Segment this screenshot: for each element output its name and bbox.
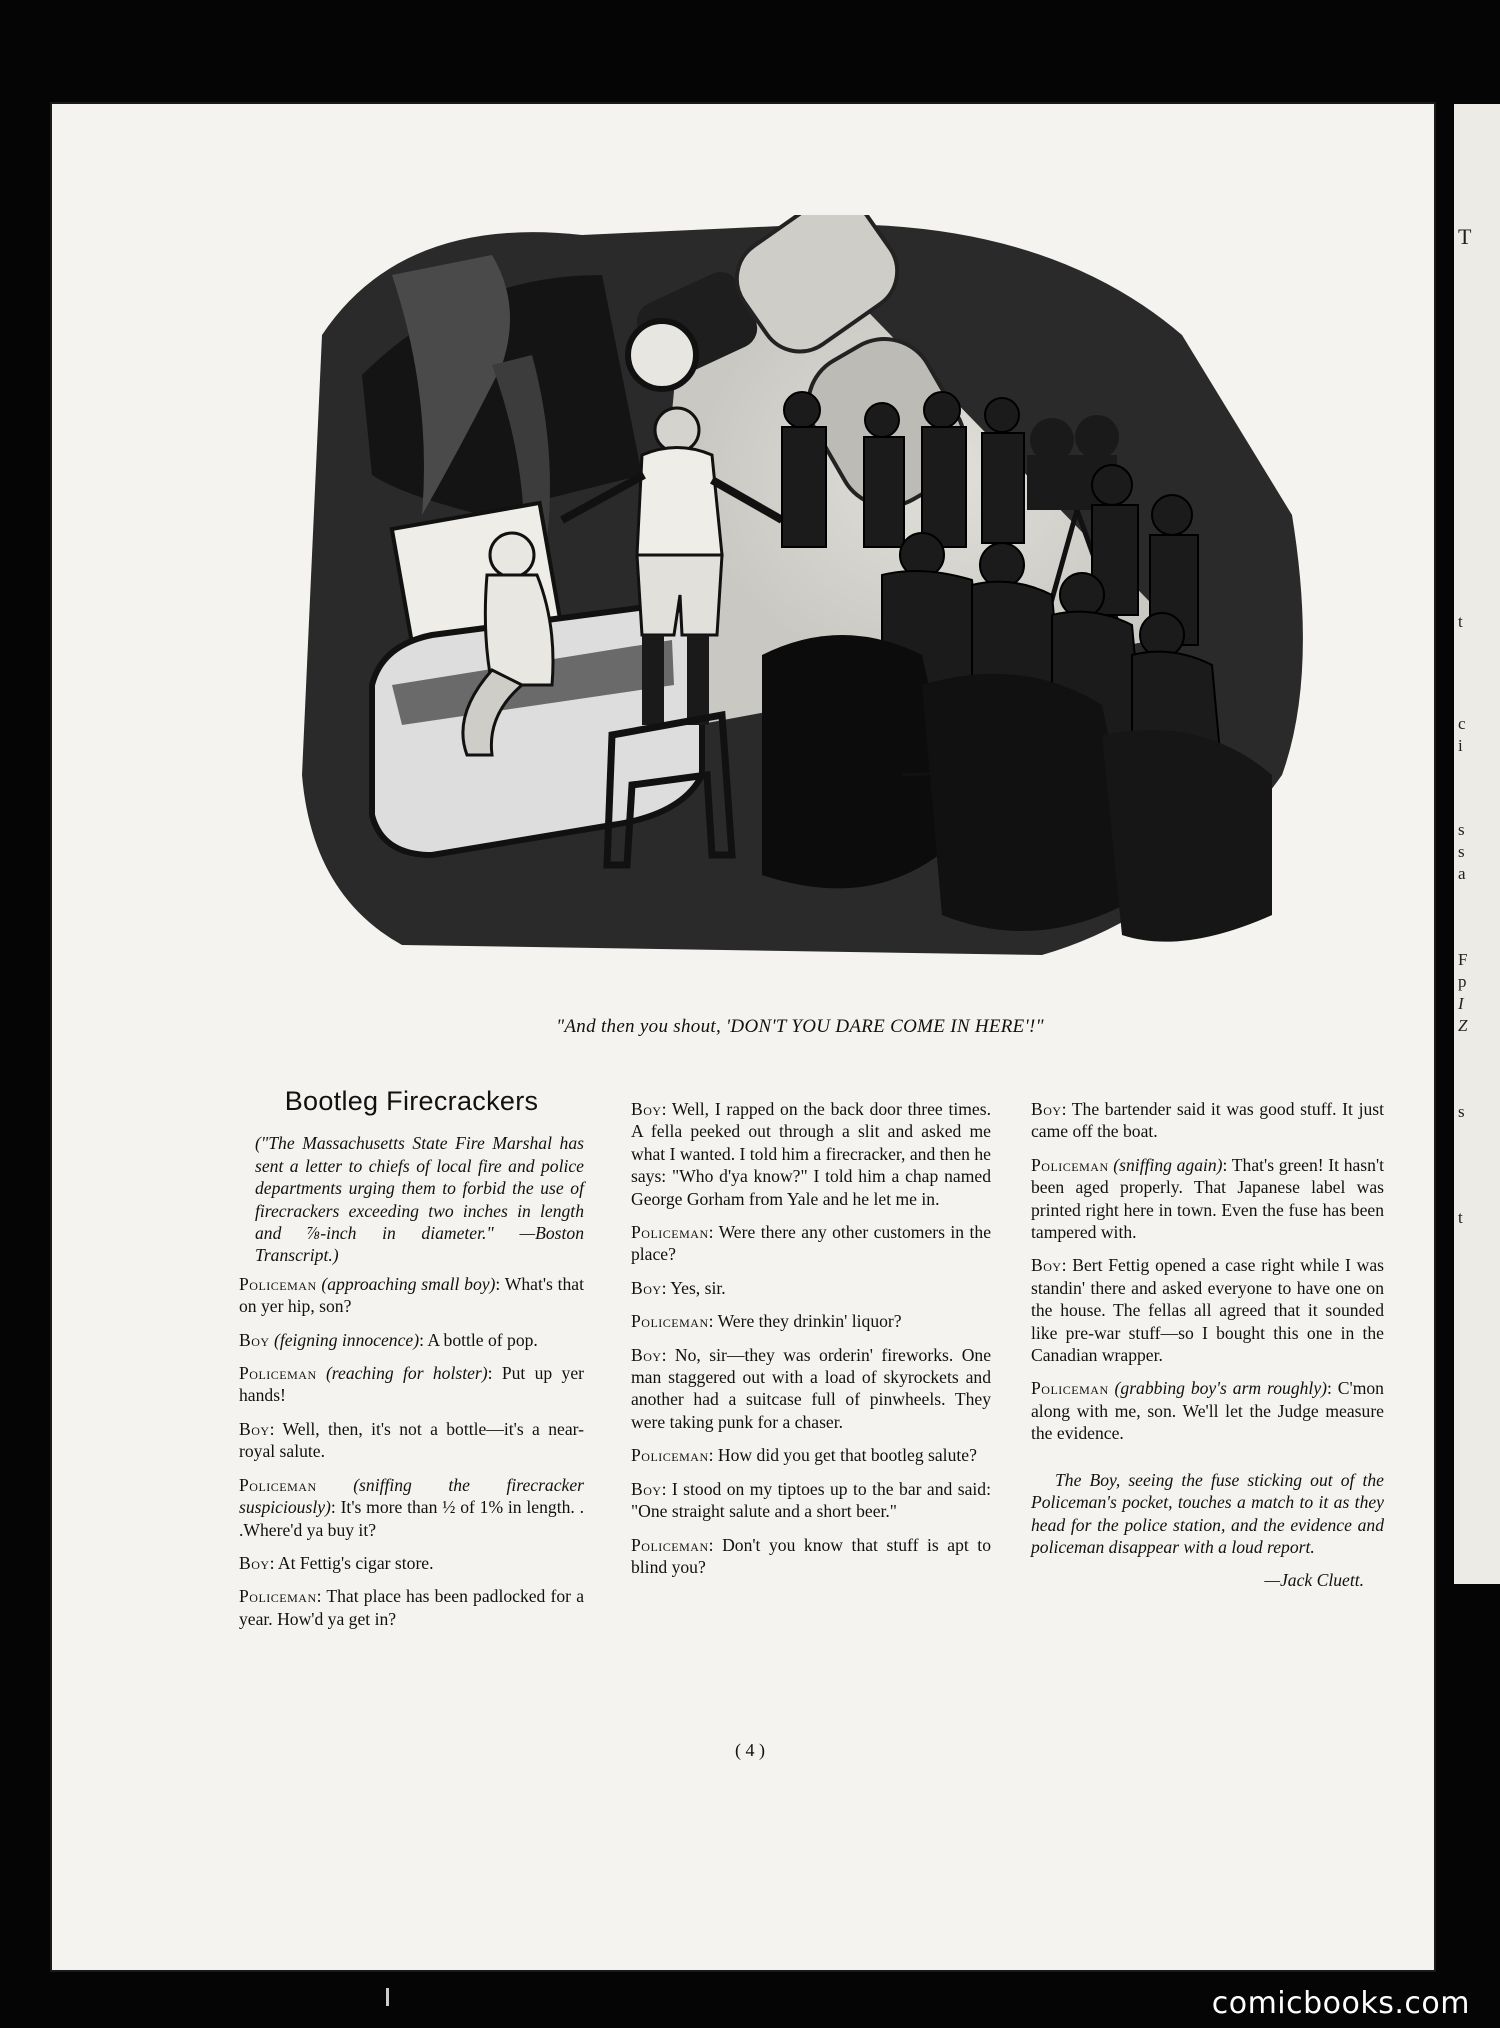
- dialogue-text: : What's that on yer hip, son?: [239, 1273, 584, 1317]
- cartoon-illustration: [282, 215, 1318, 970]
- dialogue-text: : At Fettig's cigar store.: [269, 1552, 434, 1573]
- speaker-name: Boy: [631, 1277, 662, 1298]
- dialogue-text: : Bert Fettig opened a case right while I was standin' there and asked everyone to have one on the house. The fellas all agreed that it sounded like pre-war stuff—so I bought this one in the Canadian wrapper.: [1031, 1255, 1384, 1366]
- dialogue-text: : Were there any other customers in the place?: [631, 1222, 991, 1265]
- scan-artifact: [386, 1988, 389, 2006]
- dialogue-text: : The bartender said it was good stuff. It just came off the boat.: [1031, 1099, 1384, 1142]
- dialogue-line: [631, 1310, 991, 1332]
- speaker-name: Policeman: [1031, 1378, 1109, 1399]
- site-watermark: comicbooks.com: [1211, 1986, 1470, 2021]
- next-page-fragment: a: [1458, 864, 1466, 883]
- dialogue-text: : Well, I rapped on the back door three times. A fella peeked out through a slit and asked me what I wanted. I told him a firecracker, and then he says: "Who d'ya know?" I told him a chap named George Gorham from Yale and he let me in.: [631, 1099, 991, 1209]
- dialogue-text: : How did you get that bootleg salute?: [708, 1445, 977, 1466]
- stage-direction: (approaching small boy): [321, 1273, 496, 1294]
- dialogue-text: : C'mon along with me, son. We'll let the Judge measure the evidence.: [1031, 1378, 1384, 1444]
- stage-direction: (sniffing again): [1113, 1154, 1223, 1175]
- illustration-caption: "And then you shout, 'DON'T YOU DARE COME IN HERE'!": [556, 1016, 1044, 1037]
- dialogue-text: : That place has been padlocked for a year. How'd ya get in?: [239, 1586, 584, 1629]
- stage-direction: (feigning innocence): [273, 1329, 420, 1350]
- next-page-fragment: F: [1458, 950, 1468, 969]
- dialogue-line: [239, 1362, 584, 1407]
- dialogue-line: [1031, 1098, 1384, 1143]
- speaker-name: Policeman: [239, 1363, 317, 1384]
- dialogue-line: [239, 1552, 584, 1574]
- dialogue-line: [239, 1329, 584, 1351]
- next-page-fragment: s: [1458, 842, 1465, 861]
- next-page-fragment: i: [1458, 736, 1463, 755]
- speaker-name: Policeman: [631, 1534, 709, 1555]
- next-page-fragment: T: [1458, 224, 1472, 249]
- dialogue-line: [1031, 1154, 1384, 1244]
- stage-direction: (sniffing the firecracker suspiciously): [239, 1474, 584, 1518]
- next-page-fragment: s: [1458, 1102, 1465, 1121]
- dialogue-list: [1031, 1098, 1384, 1445]
- speaker-name: Policeman: [239, 1273, 317, 1294]
- next-page-fragment: c: [1458, 714, 1466, 733]
- article-epigraph: ("The Massachusetts State Fire Marshal has sent a letter to chiefs of local fire and police departments urging them to forbid the use of firecrackers exceeding two inches in length and ⅞-inch in diameter." —Boston Transcript.): [255, 1133, 584, 1266]
- speaker-name: Boy: [631, 1099, 662, 1119]
- speaker-name: Policeman: [239, 1586, 317, 1607]
- next-page-fragment: s: [1458, 820, 1465, 839]
- closing-stage-direction: The Boy, seeing the fuse sticking out of the Policeman's pocket, touches a match to it as they head for the police station, and the evidence and policeman disappear with a loud report.: [1031, 1469, 1384, 1557]
- article-column-3: [1031, 1098, 1384, 1603]
- dialogue-line: [239, 1585, 584, 1630]
- speaker-name: Boy: [631, 1344, 662, 1365]
- page-number: ( 4 ): [735, 1740, 765, 1760]
- author-signature: —Jack Cluett.: [1264, 1570, 1364, 1591]
- dialogue-text: : I stood on my tiptoes up to the bar and said: "One straight salute and a short beer.": [631, 1478, 991, 1522]
- article-column-1: [239, 1086, 584, 1641]
- dialogue-line: [631, 1344, 991, 1434]
- next-page-fragment: Z: [1458, 1016, 1468, 1035]
- dialogue-text: : That's green! It hasn't been aged properly. That Japanese label was printed right here in town. Even the fuse has been tampered with.: [1031, 1154, 1385, 1243]
- dialogue-text: : Were they drinkin' liquor?: [708, 1311, 902, 1332]
- article-column-2: [631, 1098, 991, 1589]
- speaker-name: Boy: [1031, 1255, 1062, 1276]
- speaker-name: Boy: [1031, 1099, 1062, 1119]
- speaker-name: Boy: [239, 1552, 270, 1573]
- adjacent-page-edge: [1454, 104, 1500, 1584]
- dialogue-line: [1031, 1377, 1384, 1444]
- dialogue-list: [631, 1098, 991, 1578]
- next-page-fragment: p: [1458, 972, 1467, 991]
- speaker-name: Boy: [239, 1329, 270, 1350]
- speaker-name: Boy: [631, 1478, 662, 1499]
- speaker-name: Boy: [239, 1418, 270, 1439]
- dialogue-text: : Well, then, it's not a bottle—it's a near-royal salute.: [239, 1418, 584, 1462]
- speaker-name: Policeman: [1031, 1154, 1109, 1175]
- dialogue-line: [631, 1277, 991, 1299]
- dialogue-line: [239, 1474, 584, 1541]
- dialogue-line: [631, 1098, 991, 1210]
- stage-direction: (grabbing boy's arm roughly): [1114, 1378, 1327, 1399]
- stage-direction: (reaching for holster): [325, 1363, 488, 1384]
- next-page-fragment: I: [1458, 994, 1464, 1013]
- dialogue-line: [631, 1444, 991, 1466]
- article-title: Bootleg Firecrackers: [284, 1086, 539, 1116]
- dialogue-line: [1031, 1254, 1384, 1366]
- dialogue-list: [239, 1273, 584, 1630]
- dialogue-text: : Put up yer hands!: [239, 1363, 584, 1406]
- dialogue-text: : A bottle of pop.: [419, 1329, 538, 1350]
- dialogue-text: : Yes, sir.: [661, 1277, 726, 1298]
- speaker-name: Policeman: [631, 1445, 709, 1466]
- next-page-fragment: t: [1458, 612, 1463, 631]
- speaker-name: Policeman: [631, 1222, 709, 1243]
- dialogue-text: : It's more than ½ of 1% in length. . .Where'd ya buy it?: [239, 1497, 584, 1540]
- dialogue-text: : No, sir—they was orderin' fireworks. One man staggered out with a load of skyrockets and another had a suitcase full of pinwheels. They were taking punk for a chaser.: [631, 1344, 991, 1432]
- dialogue-text: : Don't you know that stuff is apt to blind you?: [631, 1534, 991, 1577]
- next-page-fragment: t: [1458, 1208, 1463, 1227]
- dialogue-line: [631, 1478, 991, 1523]
- speaker-name: Policeman: [631, 1311, 709, 1332]
- dialogue-line: [239, 1418, 584, 1463]
- dialogue-line: [239, 1273, 584, 1318]
- speaker-name: Policeman: [239, 1474, 317, 1495]
- dialogue-line: [631, 1534, 991, 1579]
- dialogue-line: [631, 1221, 991, 1266]
